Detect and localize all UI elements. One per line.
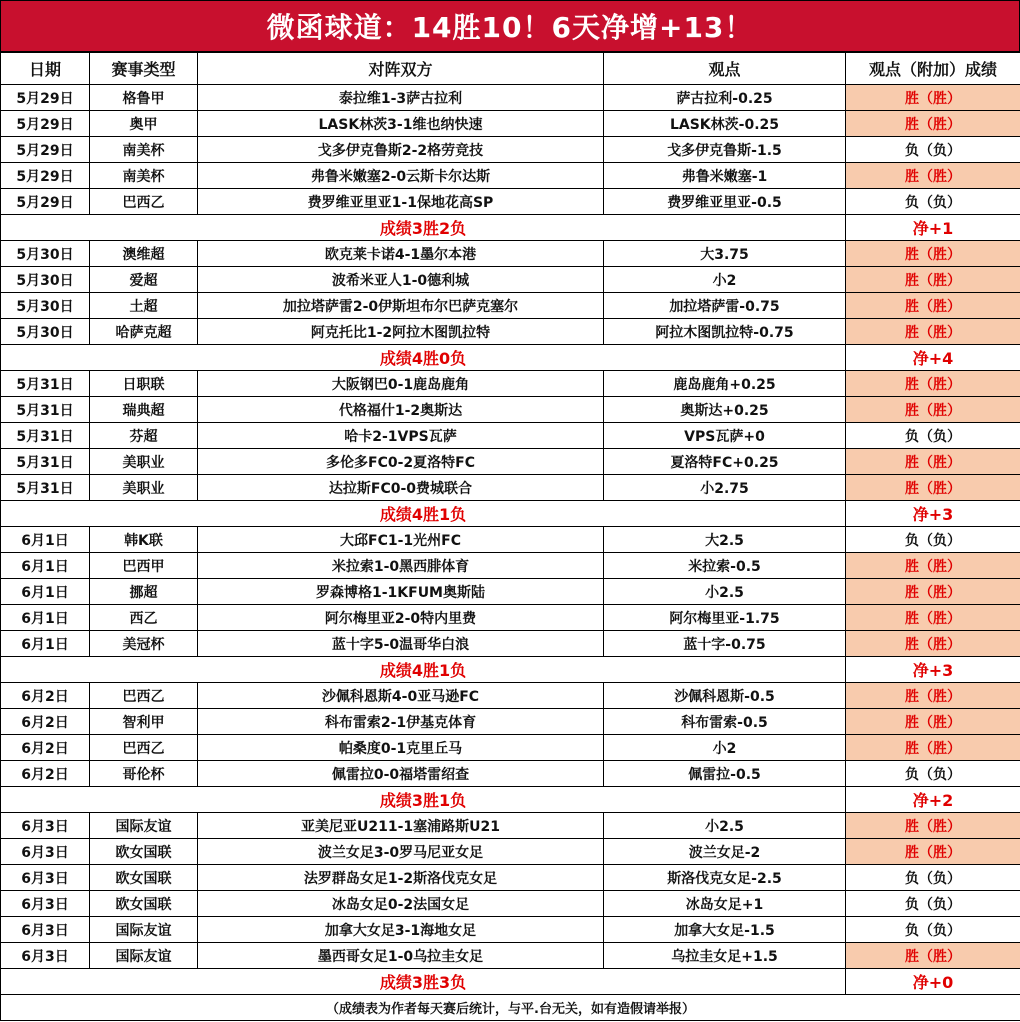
league-cell: 澳维超 xyxy=(90,241,198,267)
result-cell: 胜（胜） xyxy=(846,449,1020,475)
result-cell: 胜（胜） xyxy=(846,267,1020,293)
date-cell: 5月31日 xyxy=(1,371,90,397)
date-cell: 5月30日 xyxy=(1,267,90,293)
match-cell: 米拉索1-0黑西腓体育 xyxy=(198,553,604,579)
summary-record: 成绩3胜2负 xyxy=(1,215,846,241)
pick-cell: 费罗维亚里亚-0.5 xyxy=(604,189,846,215)
pick-cell: 小2.5 xyxy=(604,579,846,605)
match-cell: 加拉塔萨雷2-0伊斯坦布尔巴萨克塞尔 xyxy=(198,293,604,319)
match-cell: 大邱FC1-1光州FC xyxy=(198,527,604,553)
result-cell: 负（负） xyxy=(846,891,1020,917)
league-cell: 奥甲 xyxy=(90,111,198,137)
league-cell: 格鲁甲 xyxy=(90,85,198,111)
pick-cell: 大2.5 xyxy=(604,527,846,553)
pick-cell: 沙佩科恩斯-0.5 xyxy=(604,683,846,709)
date-cell: 5月31日 xyxy=(1,397,90,423)
match-cell: 加拿大女足3-1海地女足 xyxy=(198,917,604,943)
result-cell: 胜（胜） xyxy=(846,735,1020,761)
date-cell: 6月2日 xyxy=(1,683,90,709)
result-cell: 负（负） xyxy=(846,865,1020,891)
pick-cell: 加拉塔萨雷-0.75 xyxy=(604,293,846,319)
pick-cell: 科布雷索-0.5 xyxy=(604,709,846,735)
pick-cell: 小2.5 xyxy=(604,813,846,839)
pick-cell: 冰岛女足+1 xyxy=(604,891,846,917)
table-row xyxy=(1,293,1020,319)
result-cell: 胜（胜） xyxy=(846,605,1020,631)
match-cell: 哈卡2-1VPS瓦萨 xyxy=(198,423,604,449)
table-row xyxy=(1,111,1020,137)
table-row xyxy=(1,85,1020,111)
league-cell: 芬超 xyxy=(90,423,198,449)
match-cell: 大阪钢巴0-1鹿岛鹿角 xyxy=(198,371,604,397)
table-row xyxy=(1,865,1020,891)
summary-record: 成绩3胜1负 xyxy=(1,787,846,813)
result-cell: 负（负） xyxy=(846,189,1020,215)
result-cell: 负（负） xyxy=(846,423,1020,449)
match-cell: 阿尔梅里亚2-0特内里费 xyxy=(198,605,604,631)
date-cell: 5月30日 xyxy=(1,319,90,345)
summary-record: 成绩4胜0负 xyxy=(1,345,846,371)
league-cell: 国际友谊 xyxy=(90,917,198,943)
result-cell: 胜（胜） xyxy=(846,631,1020,657)
result-cell: 胜（胜） xyxy=(846,241,1020,267)
result-cell: 胜（胜） xyxy=(846,397,1020,423)
pick-cell: 佩雷拉-0.5 xyxy=(604,761,846,787)
league-cell: 土超 xyxy=(90,293,198,319)
date-cell: 6月3日 xyxy=(1,865,90,891)
date-cell: 5月29日 xyxy=(1,85,90,111)
summary-record: 成绩3胜3负 xyxy=(1,969,846,995)
table-body xyxy=(1,85,1020,995)
table-row xyxy=(1,553,1020,579)
match-cell: 达拉斯FC0-0费城联合 xyxy=(198,475,604,501)
match-cell: 戈多伊克鲁斯2-2格劳竞技 xyxy=(198,137,604,163)
pick-cell: 小2 xyxy=(604,267,846,293)
table-row xyxy=(1,319,1020,345)
match-cell: 欧克莱卡诺4-1墨尔本港 xyxy=(198,241,604,267)
summary-record: 成绩4胜1负 xyxy=(1,657,846,683)
league-cell: 南美杯 xyxy=(90,163,198,189)
table-row xyxy=(1,683,1020,709)
table-row xyxy=(1,761,1020,787)
table-row xyxy=(1,813,1020,839)
pick-cell: 波兰女足-2 xyxy=(604,839,846,865)
match-cell: 沙佩科恩斯4-0亚马逊FC xyxy=(198,683,604,709)
date-cell: 6月2日 xyxy=(1,735,90,761)
pick-cell: LASK林茨-0.25 xyxy=(604,111,846,137)
table-row xyxy=(1,475,1020,501)
match-cell: LASK林茨3-1维也纳快速 xyxy=(198,111,604,137)
match-cell: 蓝十字5-0温哥华白浪 xyxy=(198,631,604,657)
match-cell: 代格福什1-2奥斯达 xyxy=(198,397,604,423)
result-cell: 胜（胜） xyxy=(846,475,1020,501)
date-cell: 6月1日 xyxy=(1,579,90,605)
match-cell: 科布雷索2-1伊基克体育 xyxy=(198,709,604,735)
footer-row xyxy=(1,995,1020,1021)
league-cell: 巴西乙 xyxy=(90,683,198,709)
summary-row xyxy=(1,345,1020,371)
table-row xyxy=(1,891,1020,917)
pick-cell: 夏洛特FC+0.25 xyxy=(604,449,846,475)
table-row xyxy=(1,163,1020,189)
summary-net: 净+3 xyxy=(846,501,1020,527)
match-cell: 亚美尼亚U211-1塞浦路斯U21 xyxy=(198,813,604,839)
summary-record: 成绩4胜1负 xyxy=(1,501,846,527)
league-cell: 哥伦杯 xyxy=(90,761,198,787)
date-cell: 5月30日 xyxy=(1,241,90,267)
result-cell: 胜（胜） xyxy=(846,579,1020,605)
table-row xyxy=(1,189,1020,215)
league-cell: 欧女国联 xyxy=(90,839,198,865)
pick-cell: 加拿大女足-1.5 xyxy=(604,917,846,943)
table-row xyxy=(1,241,1020,267)
date-cell: 5月31日 xyxy=(1,475,90,501)
result-cell: 负（负） xyxy=(846,527,1020,553)
footer-note: （成绩表为作者每天赛后统计，与平.台无关，如有造假请举报） xyxy=(1,995,1020,1021)
date-cell: 6月1日 xyxy=(1,605,90,631)
pick-cell: 奥斯达+0.25 xyxy=(604,397,846,423)
league-cell: 巴西乙 xyxy=(90,735,198,761)
result-cell: 胜（胜） xyxy=(846,943,1020,969)
pick-cell: 鹿岛鹿角+0.25 xyxy=(604,371,846,397)
summary-net: 净+4 xyxy=(846,345,1020,371)
pick-cell: 阿尔梅里亚-1.75 xyxy=(604,605,846,631)
date-cell: 6月1日 xyxy=(1,527,90,553)
date-cell: 5月29日 xyxy=(1,111,90,137)
pick-cell: VPS瓦萨+0 xyxy=(604,423,846,449)
match-cell: 波兰女足3-0罗马尼亚女足 xyxy=(198,839,604,865)
result-cell: 胜（胜） xyxy=(846,813,1020,839)
table-row xyxy=(1,449,1020,475)
table-row xyxy=(1,631,1020,657)
match-cell: 弗鲁米嫩塞2-0云斯卡尔达斯 xyxy=(198,163,604,189)
table-row xyxy=(1,709,1020,735)
league-cell: 巴西甲 xyxy=(90,553,198,579)
league-cell: 巴西乙 xyxy=(90,189,198,215)
pick-cell: 阿拉木图凯拉特-0.75 xyxy=(604,319,846,345)
match-cell: 费罗维亚里亚1-1保地花高SP xyxy=(198,189,604,215)
league-cell: 国际友谊 xyxy=(90,943,198,969)
result-cell: 胜（胜） xyxy=(846,293,1020,319)
match-cell: 阿克托比1-2阿拉木图凯拉特 xyxy=(198,319,604,345)
table-row xyxy=(1,943,1020,969)
result-cell: 负（负） xyxy=(846,137,1020,163)
result-cell: 负（负） xyxy=(846,761,1020,787)
league-cell: 国际友谊 xyxy=(90,813,198,839)
date-cell: 5月31日 xyxy=(1,423,90,449)
league-cell: 美职业 xyxy=(90,449,198,475)
table-row xyxy=(1,267,1020,293)
league-cell: 西乙 xyxy=(90,605,198,631)
pick-cell: 小2.75 xyxy=(604,475,846,501)
match-cell: 冰岛女足0-2法国女足 xyxy=(198,891,604,917)
pick-cell: 蓝十字-0.75 xyxy=(604,631,846,657)
pick-cell: 弗鲁米嫩塞-1 xyxy=(604,163,846,189)
date-cell: 6月3日 xyxy=(1,839,90,865)
header-date: 日期 xyxy=(1,53,90,85)
result-cell: 胜（胜） xyxy=(846,371,1020,397)
league-cell: 挪超 xyxy=(90,579,198,605)
league-cell: 韩K联 xyxy=(90,527,198,553)
summary-net: 净+2 xyxy=(846,787,1020,813)
date-cell: 6月1日 xyxy=(1,631,90,657)
date-cell: 6月3日 xyxy=(1,917,90,943)
league-cell: 美冠杯 xyxy=(90,631,198,657)
pick-cell: 小2 xyxy=(604,735,846,761)
league-cell: 瑞典超 xyxy=(90,397,198,423)
league-cell: 美职业 xyxy=(90,475,198,501)
match-cell: 波希米亚人1-0德利城 xyxy=(198,267,604,293)
result-cell: 胜（胜） xyxy=(846,163,1020,189)
result-cell: 胜（胜） xyxy=(846,111,1020,137)
league-cell: 欧女国联 xyxy=(90,891,198,917)
league-cell: 哈萨克超 xyxy=(90,319,198,345)
match-cell: 泰拉维1-3萨古拉利 xyxy=(198,85,604,111)
summary-row xyxy=(1,215,1020,241)
date-cell: 5月29日 xyxy=(1,137,90,163)
table-row xyxy=(1,137,1020,163)
table-row xyxy=(1,735,1020,761)
result-cell: 胜（胜） xyxy=(846,553,1020,579)
summary-row xyxy=(1,787,1020,813)
pick-cell: 萨古拉利-0.25 xyxy=(604,85,846,111)
league-cell: 欧女国联 xyxy=(90,865,198,891)
date-cell: 5月29日 xyxy=(1,189,90,215)
pick-cell: 戈多伊克鲁斯-1.5 xyxy=(604,137,846,163)
results-table xyxy=(0,52,1020,1021)
league-cell: 南美杯 xyxy=(90,137,198,163)
result-cell: 胜（胜） xyxy=(846,319,1020,345)
date-cell: 5月30日 xyxy=(1,293,90,319)
date-cell: 6月2日 xyxy=(1,709,90,735)
table-row xyxy=(1,579,1020,605)
header-league: 赛事类型 xyxy=(90,53,198,85)
header-match: 对阵双方 xyxy=(198,53,604,85)
result-cell: 胜（胜） xyxy=(846,839,1020,865)
header-row xyxy=(1,53,1020,85)
summary-row xyxy=(1,657,1020,683)
pick-cell: 乌拉圭女足+1.5 xyxy=(604,943,846,969)
summary-row xyxy=(1,969,1020,995)
table-row xyxy=(1,917,1020,943)
table-row xyxy=(1,839,1020,865)
table-row xyxy=(1,527,1020,553)
date-cell: 6月3日 xyxy=(1,943,90,969)
table-row xyxy=(1,423,1020,449)
date-cell: 6月3日 xyxy=(1,813,90,839)
page-title: 微函球道：14胜10！6天净增+13！ xyxy=(0,0,1020,52)
match-cell: 多伦多FC0-2夏洛特FC xyxy=(198,449,604,475)
result-cell: 负（负） xyxy=(846,917,1020,943)
table-row xyxy=(1,397,1020,423)
match-cell: 罗森博格1-1KFUM奥斯陆 xyxy=(198,579,604,605)
result-cell: 胜（胜） xyxy=(846,709,1020,735)
summary-net: 净+3 xyxy=(846,657,1020,683)
date-cell: 6月2日 xyxy=(1,761,90,787)
summary-net: 净+1 xyxy=(846,215,1020,241)
date-cell: 5月31日 xyxy=(1,449,90,475)
match-cell: 帕桑度0-1克里丘马 xyxy=(198,735,604,761)
league-cell: 爱超 xyxy=(90,267,198,293)
table-row xyxy=(1,605,1020,631)
pick-cell: 大3.75 xyxy=(604,241,846,267)
date-cell: 6月1日 xyxy=(1,553,90,579)
header-pick: 观点 xyxy=(604,53,846,85)
date-cell: 5月29日 xyxy=(1,163,90,189)
league-cell: 智利甲 xyxy=(90,709,198,735)
summary-net: 净+0 xyxy=(846,969,1020,995)
date-cell: 6月3日 xyxy=(1,891,90,917)
pick-cell: 斯洛伐克女足-2.5 xyxy=(604,865,846,891)
match-cell: 佩雷拉0-0福塔雷绍查 xyxy=(198,761,604,787)
match-cell: 墨西哥女足1-0乌拉圭女足 xyxy=(198,943,604,969)
match-cell: 法罗群岛女足1-2斯洛伐克女足 xyxy=(198,865,604,891)
result-cell: 胜（胜） xyxy=(846,85,1020,111)
result-cell: 胜（胜） xyxy=(846,683,1020,709)
header-result: 观点（附加）成绩 xyxy=(846,53,1020,85)
table-row xyxy=(1,371,1020,397)
summary-row xyxy=(1,501,1020,527)
pick-cell: 米拉索-0.5 xyxy=(604,553,846,579)
league-cell: 日职联 xyxy=(90,371,198,397)
